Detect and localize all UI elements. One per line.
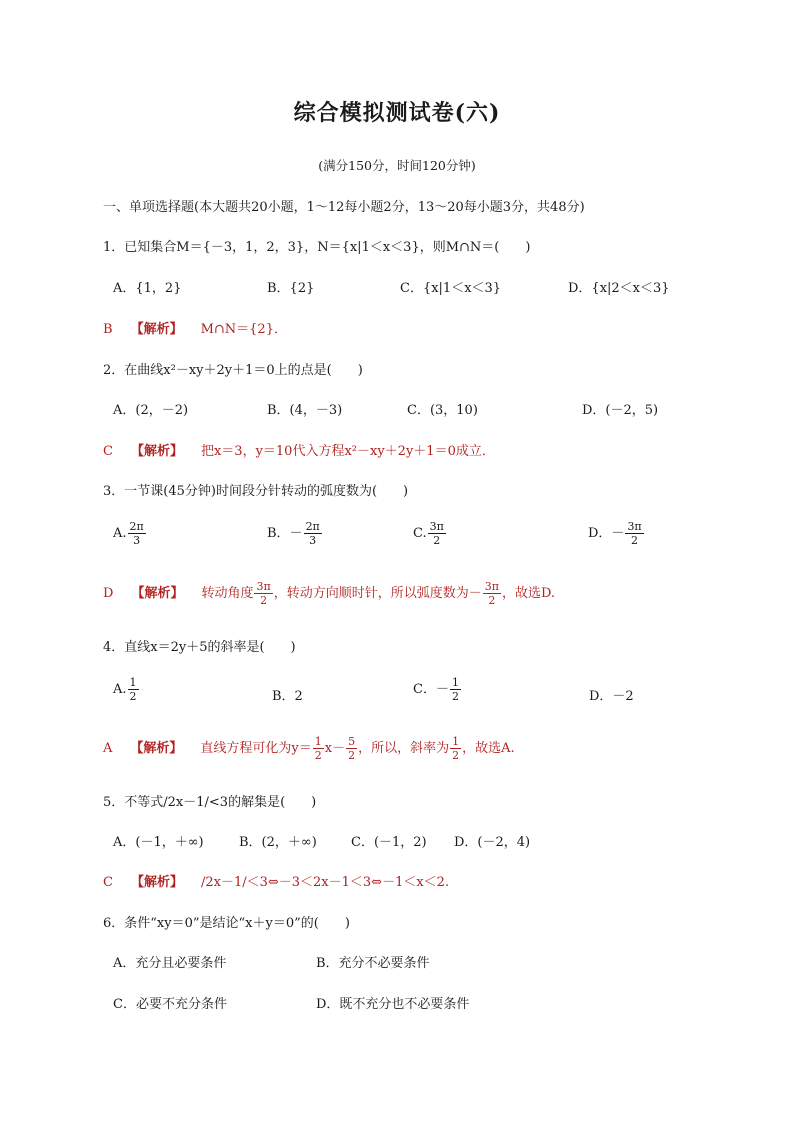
option-prefix: B．－	[267, 526, 303, 541]
answer-text: 转动角度	[201, 586, 254, 601]
question-3-option-a	[113, 520, 147, 547]
question-4-answer	[103, 735, 515, 762]
fraction-denominator: 2	[451, 690, 459, 703]
question-1-answer	[103, 318, 287, 337]
fraction-denominator: 2	[631, 534, 639, 547]
fraction	[313, 735, 324, 762]
answer-label: 【解析】	[130, 741, 183, 756]
option-prefix: C.	[413, 526, 427, 541]
question-6-option-b: B．充分不必要条件	[316, 956, 430, 971]
section-heading: 一、单项选择题(本大题共20小题，1～12每小题2分，13～20每小题3分，共48分)	[103, 200, 585, 215]
question-1-stem: 1．已知集合M＝{－3，1，2，3}，N＝{x|1＜x＜3}，则M∩N＝( )	[103, 240, 531, 255]
option-prefix: C．－	[413, 682, 449, 697]
question-4-stem: 4．直线x＝2y＋5的斜率是( )	[103, 640, 296, 655]
question-6-option-a: A．充分且必要条件	[113, 956, 227, 971]
question-5-option-d: D．(－2，4)	[454, 835, 531, 850]
answer-explanation: 把x＝3，y＝10代入方程x²－xy＋2y＋1＝0成立．	[200, 444, 495, 459]
fraction-denominator: 2	[129, 690, 137, 703]
question-2-option-c: C．(3，10)	[407, 403, 478, 418]
fraction-numerator: 1	[451, 676, 459, 689]
question-4-option-d: D．－2	[589, 689, 634, 704]
page-title: 综合模拟测试卷(六)	[293, 100, 501, 126]
question-1-option-b: B．{2}	[267, 281, 315, 296]
answer-letter: C	[103, 444, 113, 459]
question-3-answer	[103, 580, 555, 607]
fraction	[128, 520, 146, 547]
question-1-option-c: C．{x|1＜x＜3}	[400, 281, 502, 296]
answer-text: ，故选D.	[501, 586, 556, 601]
option-prefix: A.	[113, 526, 127, 541]
question-5-option-a: A．(－1，＋∞)	[113, 835, 204, 850]
option-prefix: D．－	[588, 526, 625, 541]
question-6-option-d: D．既不充分也不必要条件	[316, 997, 470, 1012]
answer-label: 【解析】	[130, 322, 183, 337]
answer-letter: A	[103, 741, 113, 756]
question-4-option-b: B．2	[272, 689, 303, 704]
answer-letter: D	[103, 586, 114, 601]
question-2-option-d: D．(－2，5)	[582, 403, 659, 418]
question-3-stem: 3．一节课(45分钟)时间段分针转动的弧度数为( )	[103, 484, 409, 499]
fraction	[428, 520, 446, 547]
question-2-stem: 2．在曲线x²－xy＋2y＋1＝0上的点是( )	[103, 363, 363, 378]
answer-label: 【解析】	[131, 586, 184, 601]
fraction-numerator: 1	[452, 735, 460, 748]
option-prefix: A.	[113, 682, 127, 697]
question-2-answer	[103, 440, 495, 459]
fraction-numerator: 1	[129, 676, 137, 689]
fraction	[346, 735, 357, 762]
answer-label: 【解析】	[130, 444, 183, 459]
fraction-numerator: 3π	[484, 580, 499, 593]
fraction	[483, 580, 501, 607]
fraction	[450, 735, 461, 762]
fraction-denominator: 2	[433, 534, 441, 547]
question-5-option-c: C．(－1，2)	[351, 835, 427, 850]
fraction	[304, 520, 322, 547]
fraction	[128, 676, 139, 703]
fraction-denominator: 2	[260, 594, 268, 607]
page-subtitle: (满分150分，时间120分钟)	[318, 158, 476, 173]
fraction-denominator: 3	[133, 534, 141, 547]
fraction	[254, 580, 272, 607]
question-5-answer	[103, 871, 449, 890]
question-3-option-c	[413, 520, 447, 547]
answer-text: x－	[324, 741, 346, 756]
fraction-numerator: 2π	[305, 520, 320, 533]
answer-explanation: /2x－1/＜3⇔－3＜2x－1＜3⇔－1＜x＜2.	[200, 875, 450, 890]
fraction-numerator: 3π	[429, 520, 444, 533]
fraction-denominator: 3	[309, 534, 317, 547]
question-6-option-c: C．必要不充分条件	[113, 997, 227, 1012]
fraction	[450, 676, 461, 703]
question-1-option-a: A．{1，2}	[113, 281, 182, 296]
answer-label: 【解析】	[130, 875, 183, 890]
fraction	[625, 520, 643, 547]
question-4-option-a	[113, 676, 140, 703]
question-5-option-b: B．(2，＋∞)	[239, 835, 317, 850]
fraction-numerator: 5	[348, 735, 356, 748]
question-2-option-b: B．(4，－3)	[267, 403, 343, 418]
answer-text: ，所以，斜率为	[358, 741, 450, 756]
fraction-numerator: 3π	[627, 520, 642, 533]
fraction-denominator: 2	[452, 749, 460, 762]
question-4-option-c	[413, 676, 462, 703]
fraction-numerator: 2π	[129, 520, 144, 533]
question-5-stem: 5．不等式/2x－1/<3的解集是( )	[103, 795, 317, 810]
fraction-numerator: 1	[314, 735, 322, 748]
fraction-denominator: 2	[488, 594, 496, 607]
answer-text: ，故选A.	[462, 741, 515, 756]
question-3-option-b	[267, 520, 323, 547]
question-6-stem: 6．条件“xy＝0”是结论“x＋y＝0”的( )	[103, 916, 350, 931]
fraction-numerator: 3π	[256, 580, 271, 593]
answer-letter: C	[103, 875, 113, 890]
question-3-option-d	[588, 520, 645, 547]
question-2-option-a: A．(2，－2)	[113, 403, 189, 418]
question-1-option-d: D．{x|2＜x＜3}	[568, 281, 670, 296]
answer-text: 直线方程可化为y＝	[200, 741, 312, 756]
answer-text: ，转动方向顺时针，所以弧度数为－	[273, 586, 482, 601]
answer-explanation: M∩N＝{2}．	[200, 322, 287, 337]
answer-letter: B	[103, 322, 113, 337]
fraction-denominator: 2	[348, 749, 356, 762]
fraction-denominator: 2	[314, 749, 322, 762]
